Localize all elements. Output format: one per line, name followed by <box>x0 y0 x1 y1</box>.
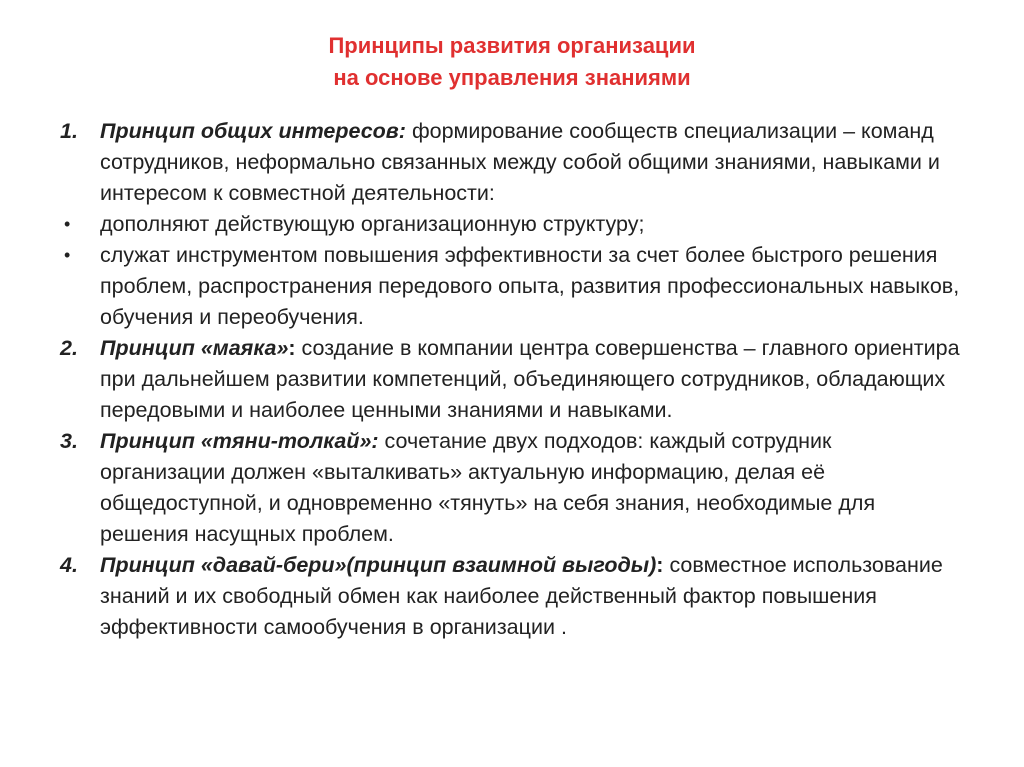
bullet-marker: • <box>64 245 71 265</box>
bullet-item-1 <box>60 209 960 240</box>
principle-item-4 <box>60 550 960 643</box>
principle-text: формирование сообществ специализации – команд сотрудников, неформально связанных между собой общими знаниями, навыками и интересом к совместной деятельности: <box>100 119 940 205</box>
bullet-text: служат инструментом повышения эффективности за счет более быстрого решения проблем, распространения передового опыта, развития профессиональных навыков, обучения и переобучения. <box>100 243 960 329</box>
principle-heading: Принцип общих интересов: <box>100 119 406 143</box>
item-number: 2. <box>60 336 78 360</box>
title-line-1: Принципы развития организации <box>328 33 696 58</box>
bullet-text: дополняют действующую организационную структуру; <box>100 212 645 236</box>
principle-text: сочетание двух подходов: каждый сотрудник организации должен «выталкивать» актуальную информацию, делая её общедоступной, и одновременно «тянуть» на себя знания, необходимые для решения насущных проблем. <box>100 429 876 546</box>
principle-heading: Принцип «тяни-толкай»: <box>100 429 379 453</box>
bullet-marker: • <box>64 214 71 234</box>
principle-text: создание в компании центра совершенства – главного ориентира при дальнейшем развитии компетенций, объединяющего сотрудников, обладающих передовыми и наиболее ценными знаниями и навыками. <box>100 336 960 422</box>
principle-text: совместное использование знаний и их свободный обмен как наиболее действенный фактор повышения эффективности самообучения в организации . <box>100 553 943 639</box>
principle-item-1 <box>60 116 960 209</box>
principle-heading: Принцип «маяка» <box>100 336 289 360</box>
principles-list <box>60 116 960 643</box>
principle-item-2 <box>60 333 960 426</box>
principle-item-3 <box>60 426 960 550</box>
item-number: 4. <box>60 553 78 577</box>
title-line-2: на основе управления знаниями <box>333 65 691 90</box>
principle-heading-colon: : <box>656 553 664 577</box>
item-number: 1. <box>60 119 78 143</box>
principle-heading: Принцип «давай-бери»(принцип взаимной выгоды) <box>100 553 657 577</box>
principle-heading-colon: : <box>288 336 296 360</box>
item-number: 3. <box>60 429 78 453</box>
slide-title <box>0 30 1024 94</box>
bullet-item-2 <box>60 240 960 333</box>
